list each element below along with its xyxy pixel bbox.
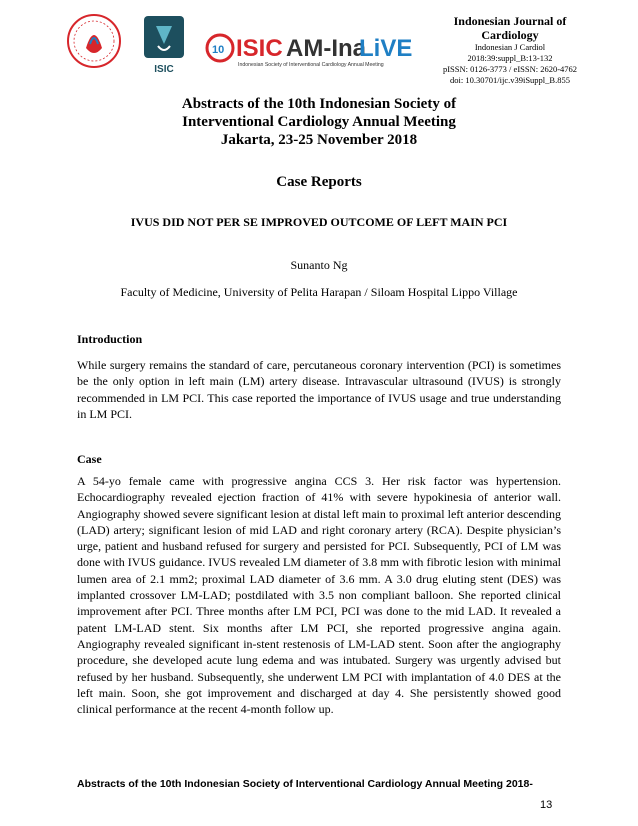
journal-doi[interactable]: doi: 10.30701/ijc.v39iSuppl_B.855 <box>450 75 570 85</box>
svg-text:10: 10 <box>212 44 225 56</box>
brand-dark-text: AM-Ina <box>286 35 366 62</box>
brand-red-text: ISIC <box>236 35 283 62</box>
logo-graphics <box>60 8 420 74</box>
author-affiliation: Faculty of Medicine, University of Pelita Harapan / Siloam Hospital Lippo Village <box>120 285 518 299</box>
section-heading: Case Reports <box>276 174 362 190</box>
case-text: A 54-yo female came with progressive angina CCS 3. Her risk factor was hypertension. Echocardiography revealed ejection fraction of 41% with severe hypokinesia of anterior wall. Angiography showed severe significant lesion at distal left main to proximal left anterior descending (LAD) artery; significant lesion of mid LAD and right coronary artery (RCA). Despite physician’s urge, patient and husband refused for surgery and persisted for PCI. Subsequently, PCI of LM was done with IVUS guidance. IVUS revealed LM diameter of 3.8 mm with fibrotic lesion with minimal lumen area of 2.1 mm2; proximal LAD diameter of 3.6 mm. A 3.0 drug eluting stent (DES) was implanted crossover LM-LAD; postdilated with 3.5 non compliant balloon. She reported clinical improvement after PCI. Three months after LM PCI, PCI was done to the mid LAD. It revealed a patent LM-LAD stent. Six months after LM PCI, she reported progressive angina again. Angiography revealed significant in-stent restenosis of LM-LAD stent. Soon after the angiography procedure, she developed acute lung edema and was intubated. Surgery was urgently advised but refused by her husband. Subsequently, she underwent LM PCI with implantation of 4.0 DES at the left main. Soon, she got improvement and discharged at day 4. She persistently showed good clinical performance at the recent 4-month follow up. <box>77 474 561 717</box>
title-line-3: Jakarta, 23-25 November 2018 <box>220 132 418 148</box>
logo-strip <box>60 8 420 74</box>
page-footer: Abstracts of the 10th Indonesian Society of Interventional Cardiology Annual Meeting 2018- <box>77 778 533 790</box>
introduction-heading: Introduction <box>77 332 143 346</box>
society-seal-logo <box>68 15 120 67</box>
journal-issn: pISSN: 0126-3773 / eISSN: 2620-4762 <box>442 64 578 74</box>
isic-logo <box>144 16 184 74</box>
brand-blue-text: LiVE <box>359 35 413 62</box>
article-title: IVUS DID NOT PER SE IMPROVED OUTCOME OF LEFT MAIN PCI <box>130 215 508 229</box>
brand-subtitle: Indonesian Society of Interventional Cardiology Annual Meeting <box>238 62 384 68</box>
title-line-2: Interventional Cardiology Annual Meeting <box>182 114 456 130</box>
journal-title: Indonesian Journal of Cardiology <box>453 14 567 42</box>
isicam-banner-logo <box>207 35 412 68</box>
journal-citation: 2018:39:suppl_B:13-132 <box>467 53 553 63</box>
page-number: 13 <box>540 799 553 811</box>
journal-abbrev: Indonesian J Cardiol <box>474 42 546 52</box>
title-line-1: Abstracts of the 10th Indonesian Society of <box>181 96 457 112</box>
introduction-text: While surgery remains the standard of care, percutaneous coronary intervention (PCI) is sometimes be the only option in left main (LM) artery disease. Intravascular ultrasound (IVUS) is strongly recommended in LM PCI. This case reported the importance of IVUS usage and true understanding in LM PCI. <box>77 358 561 421</box>
proceedings-title <box>77 95 561 149</box>
case-heading: Case <box>77 452 102 466</box>
isic-logo-text: ISIC <box>154 64 174 74</box>
journal-info <box>430 14 590 86</box>
author-name: Sunanto Ng <box>290 258 348 272</box>
